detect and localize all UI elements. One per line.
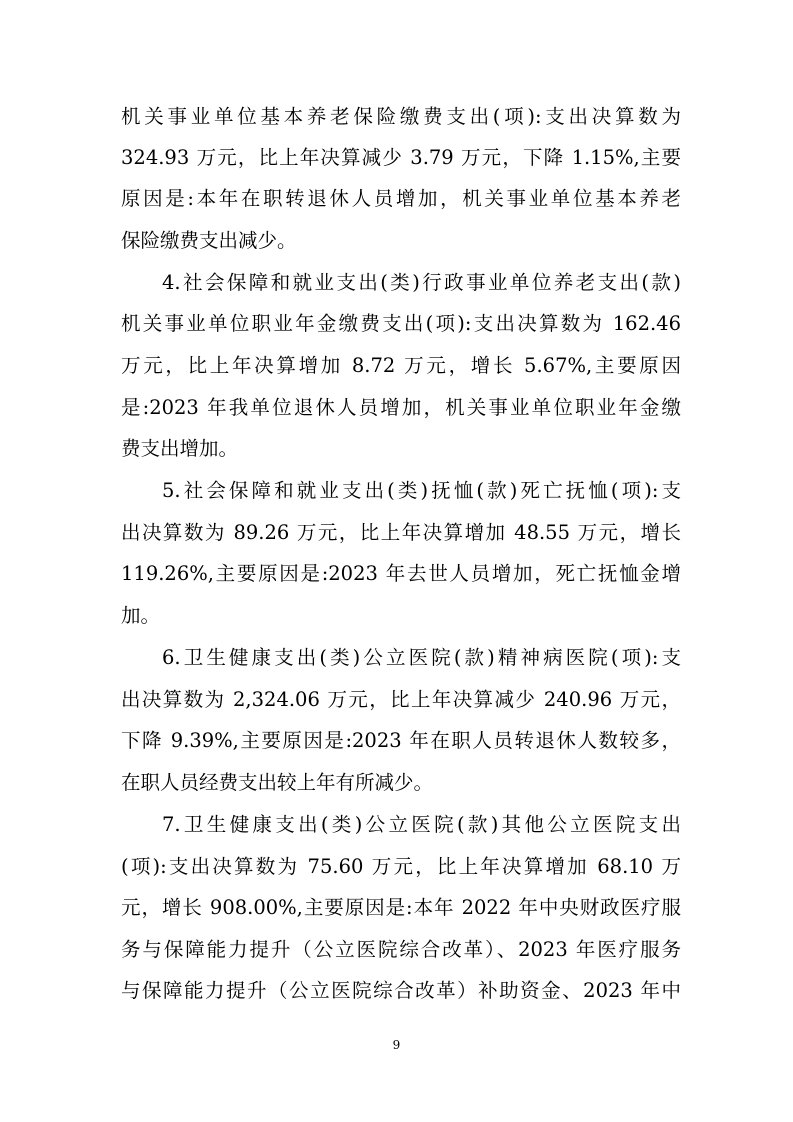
- paragraph-line: 费支出增加。: [121, 437, 239, 460]
- paragraph-line: 出决算数为 89.26 万元，比上年决算增加 48.55 万元，增长: [121, 521, 681, 544]
- paragraph-line: 保险缴费支出减少。: [121, 229, 297, 252]
- paragraph-line: 机关事业单位职业年金缴费支出(项):支出决算数为 162.46: [121, 312, 681, 335]
- paragraph-line: 是:2023 年我单位退休人员增加，机关事业单位职业年金缴: [121, 396, 681, 419]
- paragraph-line: 加。: [121, 604, 161, 627]
- paragraph-line: (项):支出决算数为 75.60 万元，比上年决算增加 68.10 万: [121, 855, 681, 878]
- paragraph-line: 6.卫生健康支出(类)公立医院(款)精神病医院(项):支: [162, 646, 681, 669]
- paragraph-line: 119.26%,主要原因是:2023 年去世人员增加，死亡抚恤金增: [121, 562, 681, 585]
- paragraph-line: 324.93 万元，比上年决算减少 3.79 万元，下降 1.15%,主要: [121, 146, 681, 169]
- paragraph-line: 机关事业单位基本养老保险缴费支出(项):支出决算数为: [121, 105, 681, 128]
- paragraph-line: 与保障能力提升（公立医院综合改革）补助资金、2023 年中: [121, 979, 681, 1002]
- paragraph-line: 5.社会保障和就业支出(类)抚恤(款)死亡抚恤(项):支: [162, 479, 681, 502]
- paragraph-line: 下降 9.39%,主要原因是:2023 年在职人员转退休人数较多，: [121, 729, 681, 752]
- paragraph-line: 原因是:本年在职转退休人员增加，机关事业单位基本养老: [121, 187, 681, 210]
- paragraph-line: 务与保障能力提升（公立医院综合改革）、2023 年医疗服务: [121, 938, 681, 961]
- paragraph-line: 元，增长 908.00%,主要原因是:本年 2022 年中央财政医疗服: [121, 896, 681, 919]
- page-number: 9: [392, 1038, 401, 1052]
- paragraph-line: 4.社会保障和就业支出(类)行政事业单位养老支出(款): [162, 271, 681, 294]
- paragraph-line: 出决算数为 2,324.06 万元，比上年决算减少 240.96 万元，: [121, 688, 681, 711]
- paragraph-line: 在职人员经费支出较上年有所减少。: [121, 771, 434, 794]
- paragraph-line: 7.卫生健康支出(类)公立医院(款)其他公立医院支出: [162, 813, 681, 836]
- paragraph-line: 万元，比上年决算增加 8.72 万元，增长 5.67%,主要原因: [121, 354, 681, 377]
